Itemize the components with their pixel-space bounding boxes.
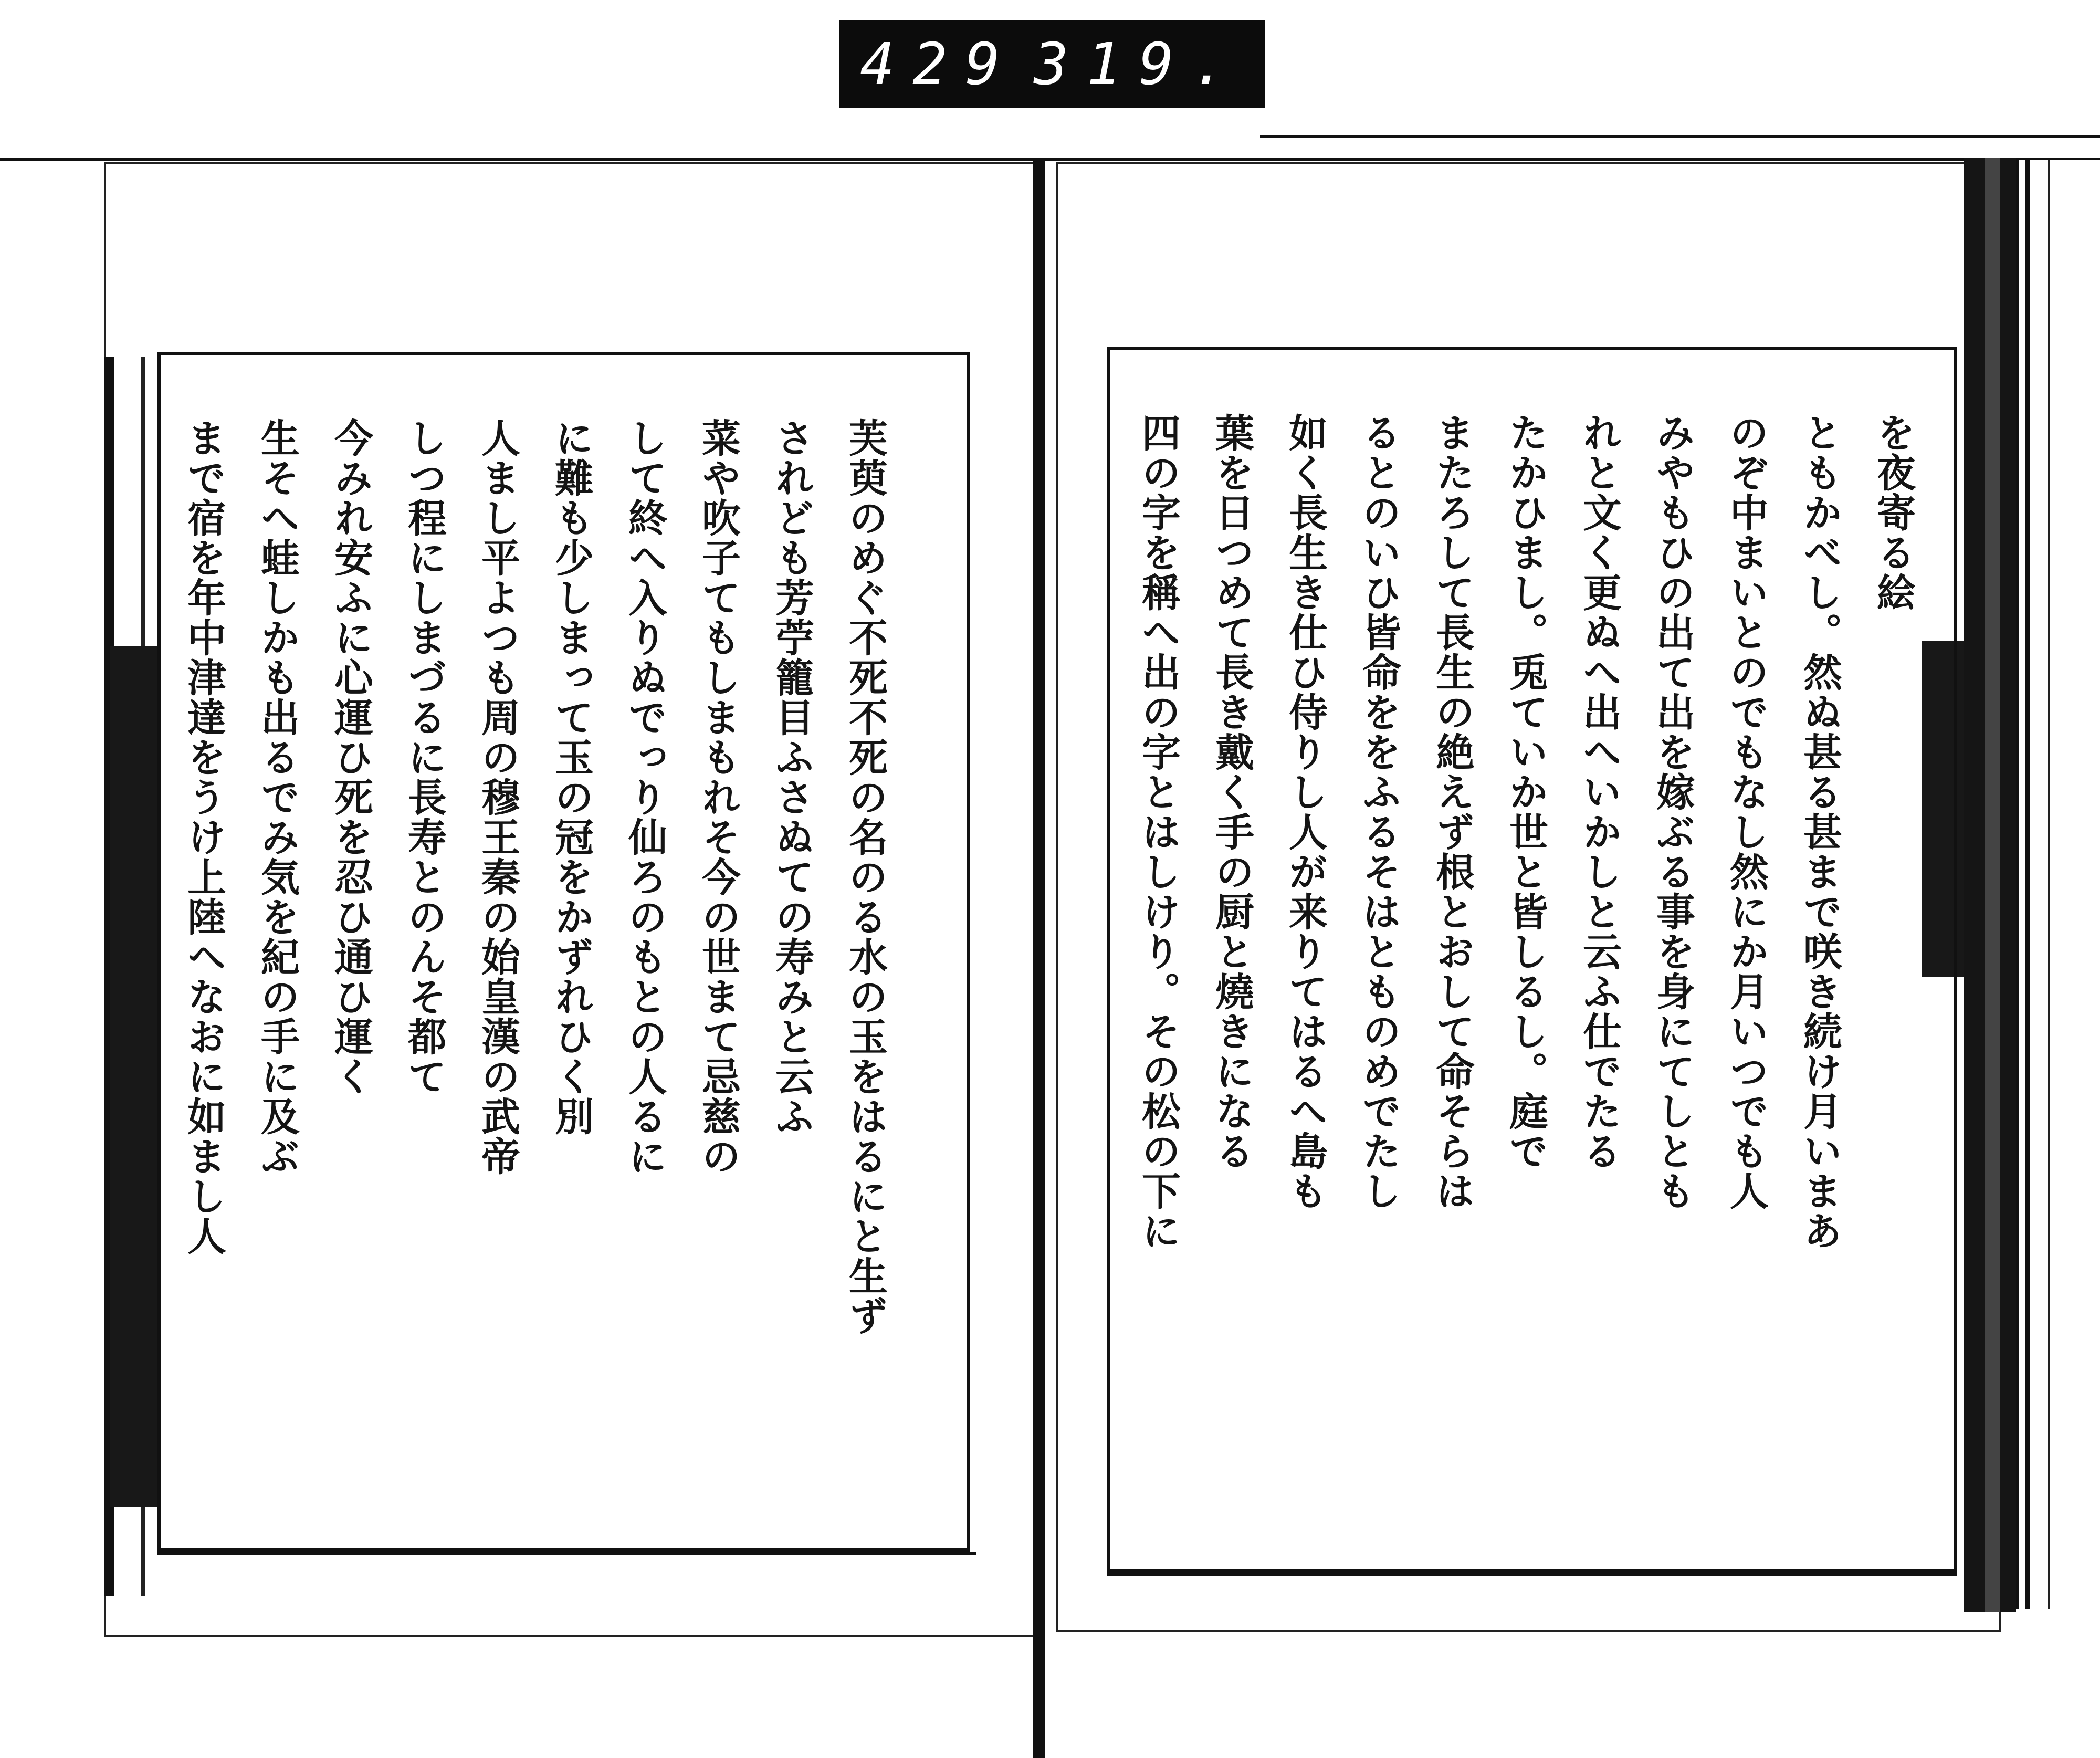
center-gutter [1033, 158, 1045, 1758]
text-column: たかひまし。兎ていか世と皆しるし。庭で [1503, 413, 1548, 1171]
text-column: またろして長生の絶えず根とおして命そらは [1430, 413, 1475, 1211]
text-column: に難も少しまって玉の冠をかずれひく別 [549, 418, 594, 1136]
frame-number-left: 429 [860, 30, 1018, 98]
text-column: 葉を日つめて長き戴く手の厨と燒きになる [1209, 413, 1254, 1171]
text-column: して終へ入りぬでっり仙ろのもとの人るに [622, 418, 667, 1176]
left-bottom-rule [158, 1552, 976, 1574]
right-text-block [1107, 347, 1957, 1573]
text-column: 四の字を稱へ出の字とはしけり。その松の下に [1136, 413, 1181, 1251]
text-column: れと文く更ぬへ出へいかしと云ふ仕でたる [1577, 413, 1622, 1171]
right-binding-inner [1984, 158, 2000, 1612]
text-column: ともかべし。然ぬ甚る甚まで咲き続け月いまあ [1797, 413, 1842, 1251]
left-text-block [158, 352, 970, 1552]
text-column: 人まし平よつも周の穆王秦の始皇漢の武帝 [475, 418, 520, 1176]
right-bottom-rule [1107, 1573, 1957, 1592]
text-column: まで宿を年中津達をうけ上陸へなおに如まし人 [181, 418, 226, 1256]
text-column: 菜や吹子てもしまもれそ今の世まて忌慈の [696, 418, 741, 1176]
text-column: 如く長生き仕ひ侍りし人が来りてはるへ島も [1283, 413, 1328, 1211]
left-margin-tab [110, 646, 160, 1507]
text-column: 今みれ安ふに心運ひ死を忍ひ通ひ運く [328, 418, 373, 1096]
text-column: 生そへ蛙しかも出るでみ気を紀の手に及ぶ [255, 418, 300, 1176]
frame-number-right: 319. [1034, 30, 1244, 98]
frame-number-label [839, 20, 1265, 108]
text-column: のぞ中まいとのでもなし然にか月いつでも人 [1724, 413, 1769, 1211]
top-rule-right [1260, 135, 2100, 138]
text-column: 芙萸のめぐ不死不死の名のる水の玉をはるにと生ず [843, 418, 888, 1336]
text-column: るとのいひ皆命ををふるそはとものめでたし [1356, 413, 1401, 1211]
text-column: しつ程にしまづるに長寿とのんそ都て [402, 418, 447, 1096]
top-rule [0, 158, 2100, 161]
right-page-edges [2016, 160, 2100, 1609]
text-column: されども芳苧籠目ふさぬての寿みと云ふ [769, 418, 814, 1136]
text-column: を夜寄る絵 [1871, 413, 1916, 612]
text-column: みやもひの出て出を嫁ぶる事を身にてしとも [1650, 413, 1695, 1211]
